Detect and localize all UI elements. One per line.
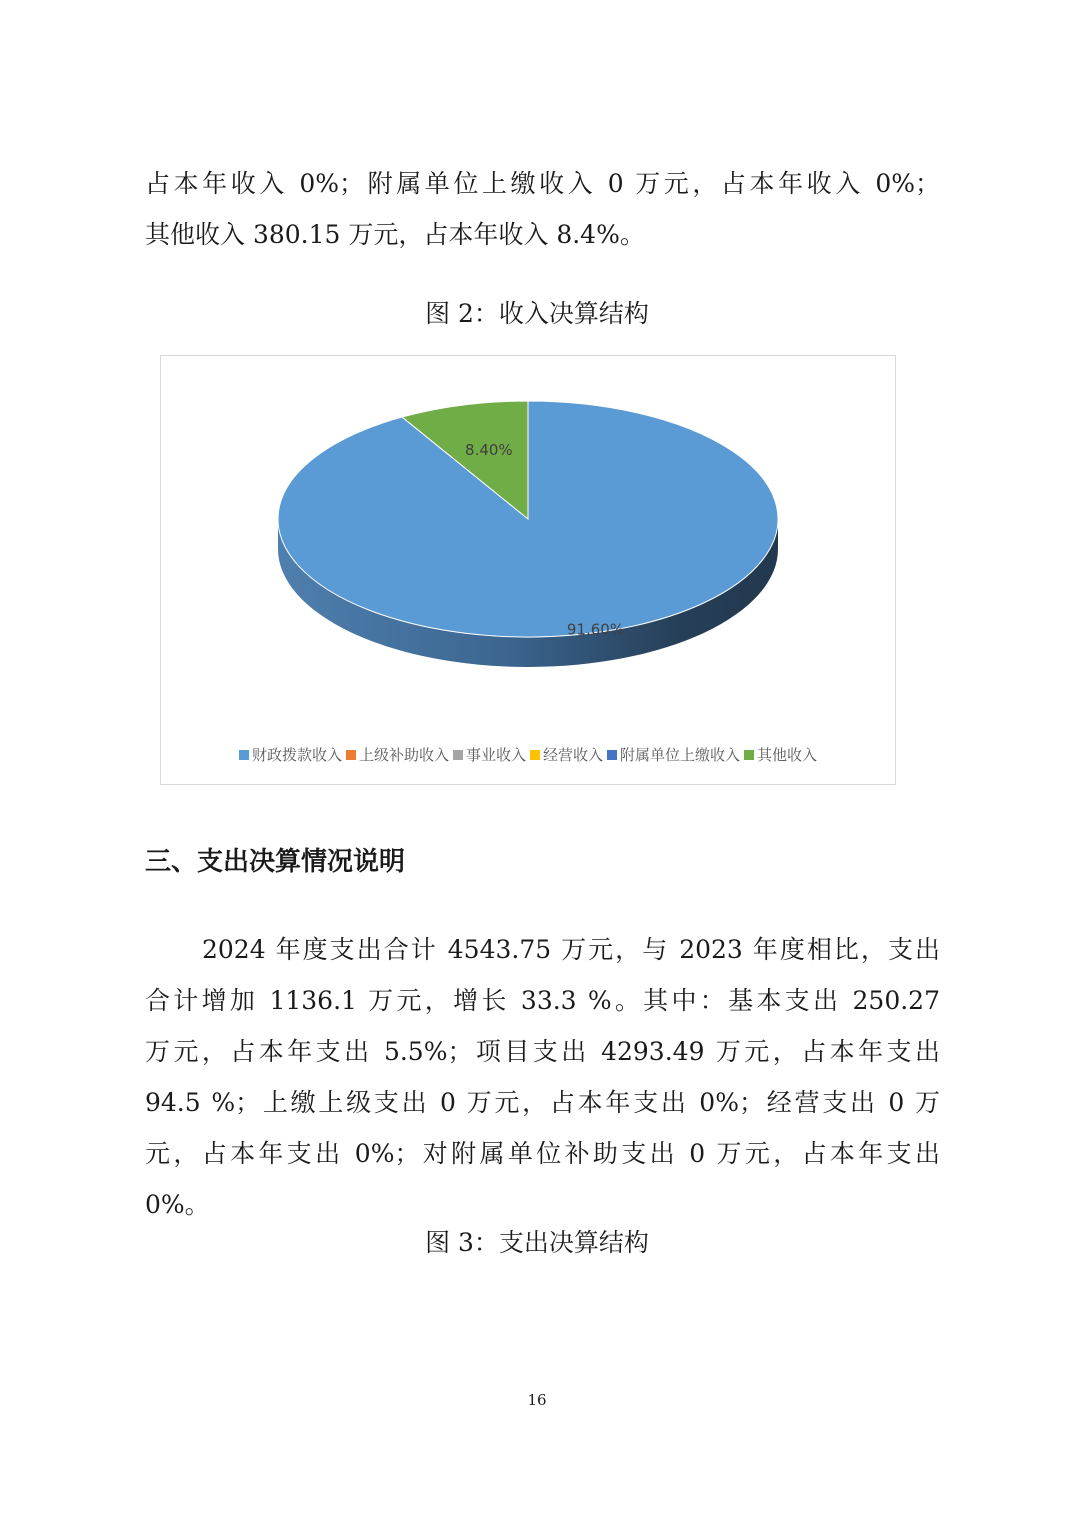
income-paragraph: [145, 158, 940, 260]
chart-legend: [161, 744, 895, 765]
figure2-caption: 图 2：收入决算结构: [425, 299, 649, 328]
income-pie-chart: [160, 355, 896, 785]
legend-label: 其他收入: [757, 746, 818, 764]
legend-label: 财政拨款收入: [251, 746, 342, 764]
legend-item: [346, 744, 449, 765]
expenditure-line-6: 0%。: [145, 1190, 210, 1219]
legend-label: 附属单位上缴收入: [620, 746, 741, 764]
legend-item: [453, 744, 526, 765]
expenditure-paragraph: [145, 924, 940, 1230]
expenditure-line-2: 合计增加 1136.1 万元，增长 33.3 %。其中：基本支出 250.27: [145, 986, 940, 1015]
legend-swatch: [744, 750, 754, 760]
figure3-caption: 图 3：支出决算结构: [425, 1228, 649, 1257]
expenditure-line-3: 万元，占本年支出 5.5%；项目支出 4293.49 万元，占本年支出: [145, 1037, 940, 1066]
income-line-1: 占本年收入 0%；附属单位上缴收入 0 万元，占本年收入 0%；: [145, 169, 940, 198]
expenditure-line-1: 2024 年度支出合计 4543.75 万元，与 2023 年度相比，支出: [202, 935, 940, 964]
legend-swatch: [530, 750, 540, 760]
legend-swatch: [346, 750, 356, 760]
legend-label: 经营收入: [543, 746, 604, 764]
pie-data-label-1: 91.60%: [566, 620, 625, 639]
expenditure-line-4: 94.5 %；上缴上级支出 0 万元，占本年支出 0%；经营支出 0 万: [145, 1088, 940, 1117]
expenditure-line-5: 元，占本年支出 0%；对附属单位补助支出 0 万元，占本年支出: [145, 1139, 940, 1168]
legend-item: [530, 744, 603, 765]
legend-swatch: [239, 750, 249, 760]
legend-label: 上级补助收入: [358, 746, 449, 764]
legend-swatch: [607, 750, 617, 760]
legend-swatch: [453, 750, 463, 760]
legend-label: 事业收入: [465, 746, 526, 764]
legend-item: [239, 744, 342, 765]
legend-item: [744, 744, 817, 765]
page-number: 16: [527, 1391, 547, 1409]
legend-item: [607, 744, 740, 765]
pie-data-label-6: 8.40%: [465, 441, 513, 460]
pie-chart-svg: [161, 356, 895, 784]
income-line-2: 其他收入 380.15 万元，占本年收入 8.4%。: [145, 220, 645, 249]
section3-heading: 三、支出决算情况说明: [145, 847, 406, 877]
